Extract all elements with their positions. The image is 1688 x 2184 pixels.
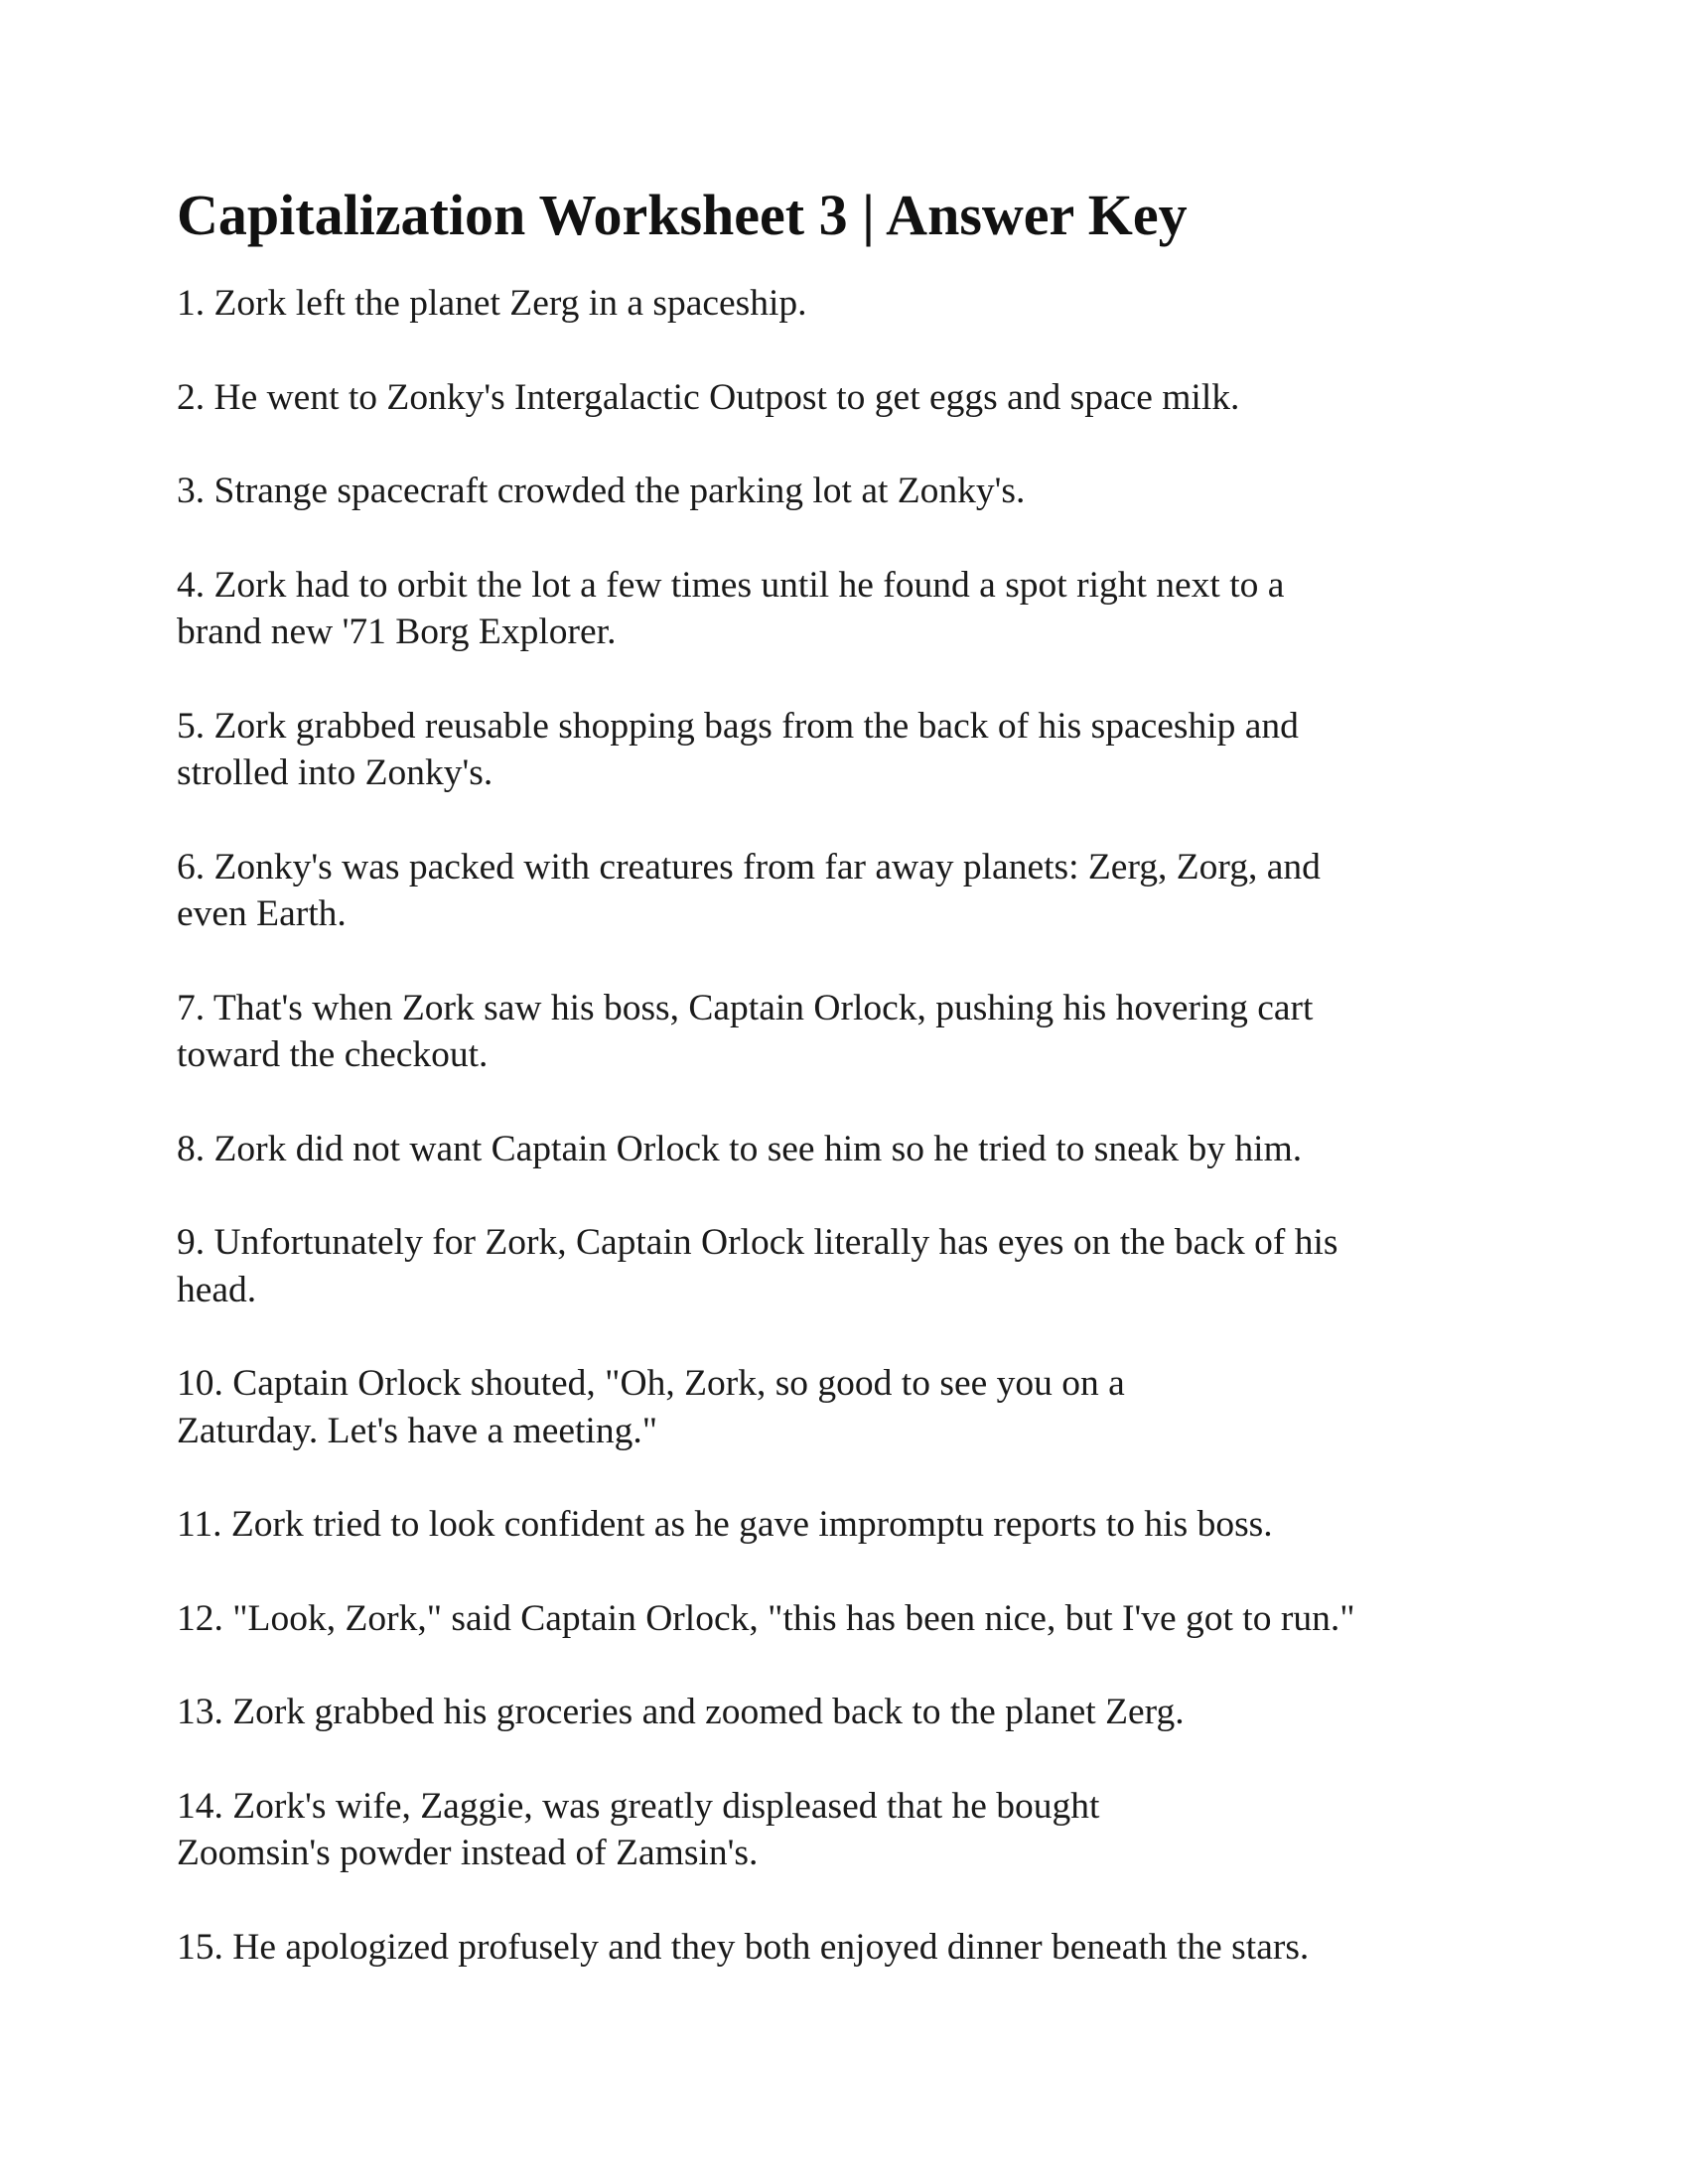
answer-item <box>177 468 1527 515</box>
worksheet-page <box>177 181 1527 2017</box>
answer-item-line: 8. Zork did not want Captain Orlock to see him so he tried to sneak by him. <box>177 1128 1303 1169</box>
answer-item <box>177 1689 1527 1736</box>
answer-item-line: 1. Zork left the planet Zerg in a spaceship. <box>177 283 807 324</box>
answer-item-line: 15. He apologized profusely and they both enjoyed dinner beneath the stars. <box>177 1926 1310 1968</box>
answer-item <box>177 1126 1527 1173</box>
answer-item-line: 4. Zork had to orbit the lot a few times until he found a spot right next to a <box>177 564 1285 606</box>
answer-item-line: 3. Strange spacecraft crowded the parking lot at Zonky's. <box>177 471 1026 511</box>
answer-item-line: 10. Captain Orlock shouted, "Oh, Zork, so good to see you on a <box>177 1363 1125 1404</box>
answer-item-line: brand new '71 Borg Explorer. <box>177 612 617 652</box>
answer-item <box>177 844 1527 938</box>
answer-item <box>177 1219 1527 1313</box>
answer-item <box>177 1501 1527 1549</box>
answer-item-line: 2. He went to Zonky's Intergalactic Outpost to get eggs and space milk. <box>177 376 1240 418</box>
worksheet-title: Capitalization Worksheet 3 | Answer Key <box>177 183 1188 247</box>
answer-item <box>177 1595 1527 1643</box>
answer-item <box>177 374 1527 422</box>
answer-item-line: Zoomsin's powder instead of Zamsin's. <box>177 1833 759 1873</box>
answer-item-line: 13. Zork grabbed his groceries and zoomed back to the planet Zerg. <box>177 1692 1185 1732</box>
answer-item <box>177 1360 1527 1454</box>
answer-item-line: strolled into Zonky's. <box>177 752 493 793</box>
answer-item <box>177 280 1527 328</box>
answer-item-line: 9. Unfortunately for Zork, Captain Orlock literally has eyes on the back of his <box>177 1222 1338 1263</box>
answer-item-line: even Earth. <box>177 893 347 934</box>
answer-item <box>177 703 1527 797</box>
answer-item-line: 6. Zonky's was packed with creatures from far away planets: Zerg, Zorg, and <box>177 846 1321 887</box>
answer-list <box>177 280 1527 1971</box>
answer-item-line: toward the checkout. <box>177 1034 489 1075</box>
answer-item <box>177 1783 1527 1877</box>
answer-item-line: 7. That's when Zork saw his boss, Captain Orlock, pushing his hovering cart <box>177 987 1314 1028</box>
answer-item-line: 14. Zork's wife, Zaggie, was greatly displeased that he bought <box>177 1785 1100 1827</box>
answer-item <box>177 1924 1527 1972</box>
answer-item-line: 5. Zork grabbed reusable shopping bags from the back of his spaceship and <box>177 705 1299 747</box>
answer-item-line: head. <box>177 1269 257 1310</box>
answer-item-line: 11. Zork tried to look confident as he gave impromptu reports to his boss. <box>177 1504 1273 1545</box>
answer-item-line: Zaturday. Let's have a meeting." <box>177 1410 658 1451</box>
answer-item <box>177 985 1527 1079</box>
answer-item <box>177 562 1527 656</box>
answer-item-line: 12. "Look, Zork," said Captain Orlock, "this has been nice, but I've got to run." <box>177 1597 1355 1639</box>
